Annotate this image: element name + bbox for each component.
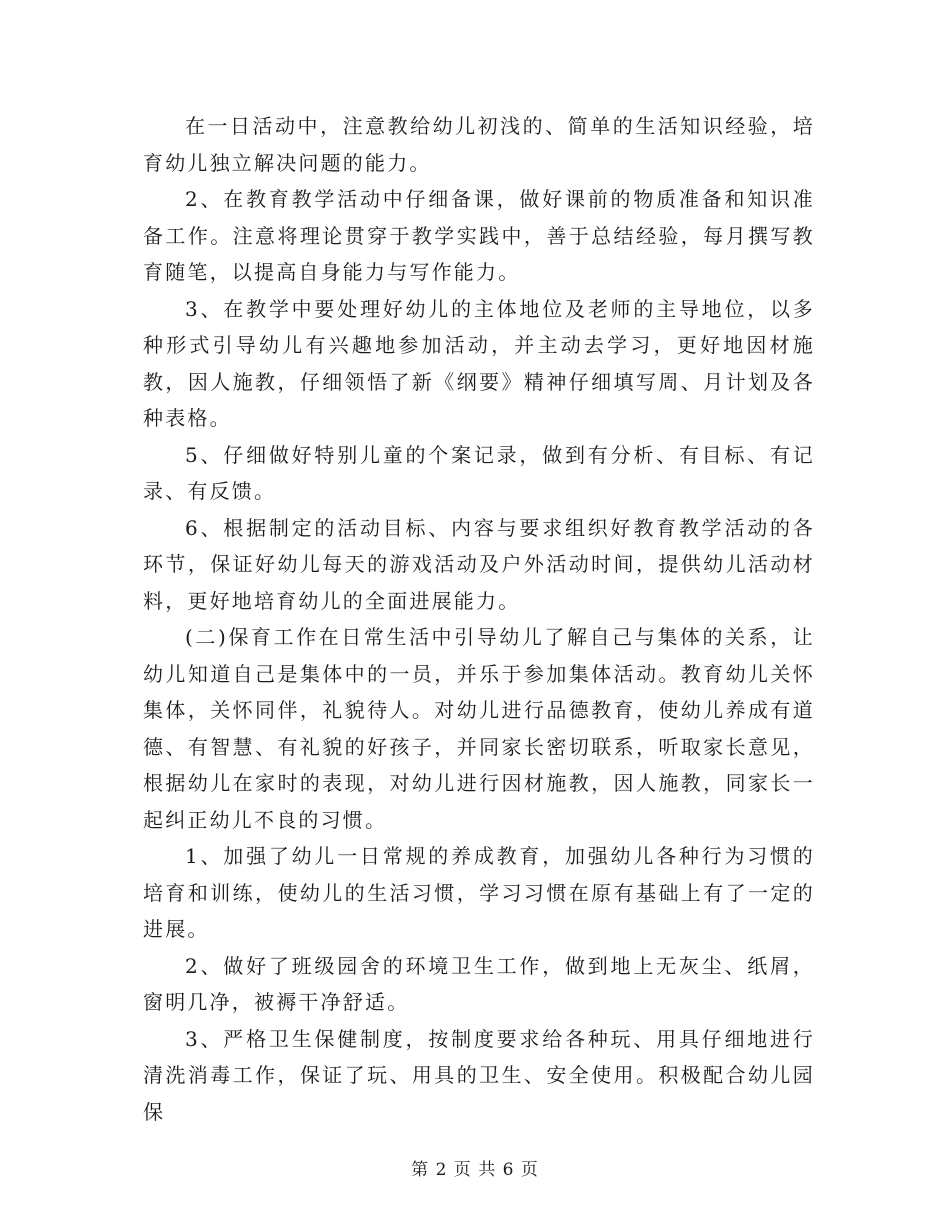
paragraph-2: 2、在教育教学活动中仔细备课，做好课前的物质准备和知识准备工作。注意将理论贯穿于教学实践中，善于总结经验，每月撰写教育随笔，以提高自身能力与写作能力。 bbox=[143, 187, 815, 284]
paragraph-4: 5、仔细做好特别儿童的个案记录，做到有分析、有目标、有记录、有反馈。 bbox=[143, 442, 815, 503]
page-number-footer: 第 2 页 共 6 页 bbox=[411, 1160, 539, 1180]
paragraph-9: 3、严格卫生保健制度，按制度要求给各种玩、用具仔细地进行清洗消毒工作，保证了玩、用具的卫生、安全使用。积极配合幼儿园保 bbox=[143, 1026, 815, 1124]
paragraph-8: 2、做好了班级园舍的环境卫生工作，做到地上无灰尘、纸屑，窗明几净，被褥干净舒适。 bbox=[143, 953, 815, 1014]
paragraph-7: 1、加强了幼儿一日常规的养成教育，加强幼儿各种行为习惯的培育和训练，使幼儿的生活习惯，学习习惯在原有基础上有了一定的进展。 bbox=[143, 844, 815, 941]
paragraph-1: 在一日活动中，注意教给幼儿初浅的、简单的生活知识经验，培育幼儿独立解决问题的能力。 bbox=[143, 114, 815, 175]
paragraph-3: 3、在教学中要处理好幼儿的主体地位及老师的主导地位，以多种形式引导幼儿有兴趣地参加活动，并主动去学习，更好地因材施教，因人施教，仔细领悟了新《纲要》精神仔细填写周、月计划及各种表格。 bbox=[143, 296, 815, 430]
document-body bbox=[143, 108, 815, 1130]
paragraph-6: (二)保育工作在日常生活中引导幼儿了解自己与集体的关系，让幼儿知道自己是集体中的一员，并乐于参加集体活动。教育幼儿关怀集体，关怀同伴，礼貌待人。对幼儿进行品德教育，使幼儿养成有道德、有智慧、有礼貌的好孩子，并同家长密切联系，听取家长意见，根据幼儿在家时的表现，对幼儿进行因材施教，因人施教，同家长一起纠正幼儿不良的习惯。 bbox=[143, 625, 815, 832]
paragraph-5: 6、根据制定的活动目标、内容与要求组织好教育教学活动的各环节，保证好幼儿每天的游戏活动及户外活动时间，提供幼儿活动材料，更好地培育幼儿的全面进展能力。 bbox=[143, 515, 815, 613]
